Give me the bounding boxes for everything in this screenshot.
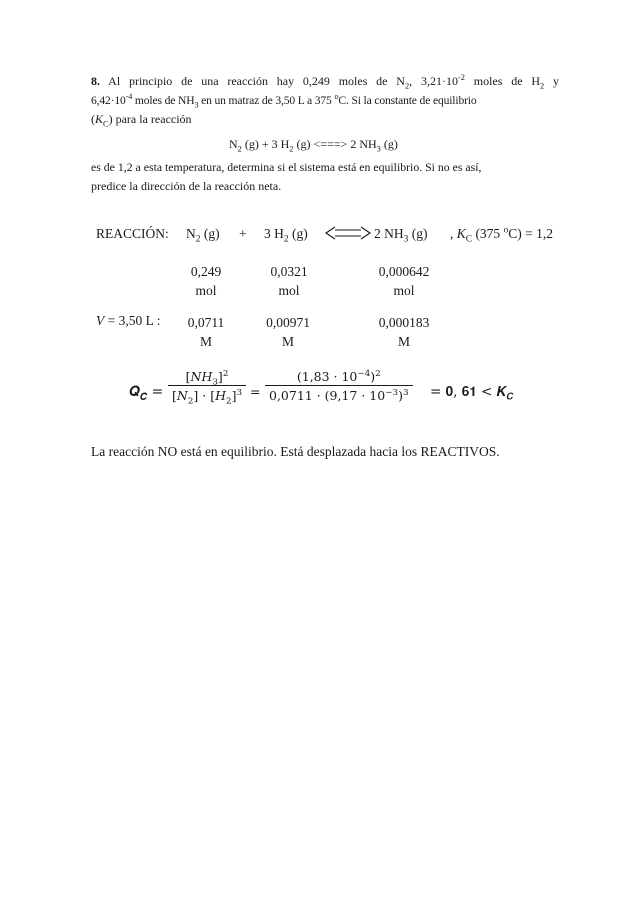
reaction-label: REACCIÓN: [96, 226, 169, 241]
species-h2: 3 $H_2$ (g) [264, 226, 308, 245]
conc-h2: 0,00971 M [266, 315, 310, 349]
problem-line-1: 8. Al principio de una reacción hay 0,249 moles de $N_2$, $3,21\cdot 10^{-2}$ moles de $H_2$ y [91, 73, 560, 91]
conc-nh3: 0,000183 M [378, 315, 430, 349]
problem-line-5: predice la dirección de la reacción neta. [91, 179, 282, 193]
problem-line-3: $(K_C)$ para la reacción [91, 112, 192, 129]
problem-line-2: $6,42\cdot 10^{-4}$ moles de $NH_3$ en un matraz de 3,50 L a 375 $^o$C. Si la constante de equilibrio [91, 92, 477, 110]
moles-nh3: 0,000642 mol [378, 264, 430, 298]
qc-fraction-symbolic: [𝑁𝐻$_3$]$^2$ [𝑁$_2$] · [𝐻$_2$]$^3$ [168, 369, 246, 403]
equilibrium-arrow-icon [325, 226, 371, 240]
conc-n2: 0,0711 M [187, 315, 225, 349]
qc-result: = 𝟎, 𝟔𝟏 < 𝑲$_𝑪$ [430, 384, 514, 403]
kc-value: , $K_C$ (375 $^o$C) = 1,2 [450, 225, 554, 245]
qc-symbol: 𝑸$_𝑪$ = [129, 384, 164, 403]
qc-fraction-numeric: $(1,83 \cdot 10^{-4})^2$ $0,0711 \cdot (9,17 \cdot 10^{-3})^3$ [265, 369, 413, 403]
problem-number: 8. [91, 74, 100, 88]
species-n2: $N_2$ (g) [186, 226, 220, 245]
species-nh3: 2 $NH_3$ (g) [374, 226, 428, 245]
conclusion-text: La reacción NO está en equilibrio. Está desplazada hacia los REACTIVOS. [91, 444, 500, 459]
problem-line-4: es de 1,2 a esta temperatura, determina si el sistema está en equilibrio. Si no es así, [91, 160, 482, 174]
equals-sign: = [250, 384, 261, 399]
moles-h2: 0,0321 mol [270, 264, 308, 298]
plus-sign: + [239, 226, 247, 241]
moles-n2: 0,249 mol [190, 264, 222, 298]
volume-label: V = 3,50 L : [96, 313, 161, 328]
reaction-equation: $N_2$ (g) + 3 $H_2$ (g) <===> 2 $NH_3$ (g) [229, 137, 398, 154]
